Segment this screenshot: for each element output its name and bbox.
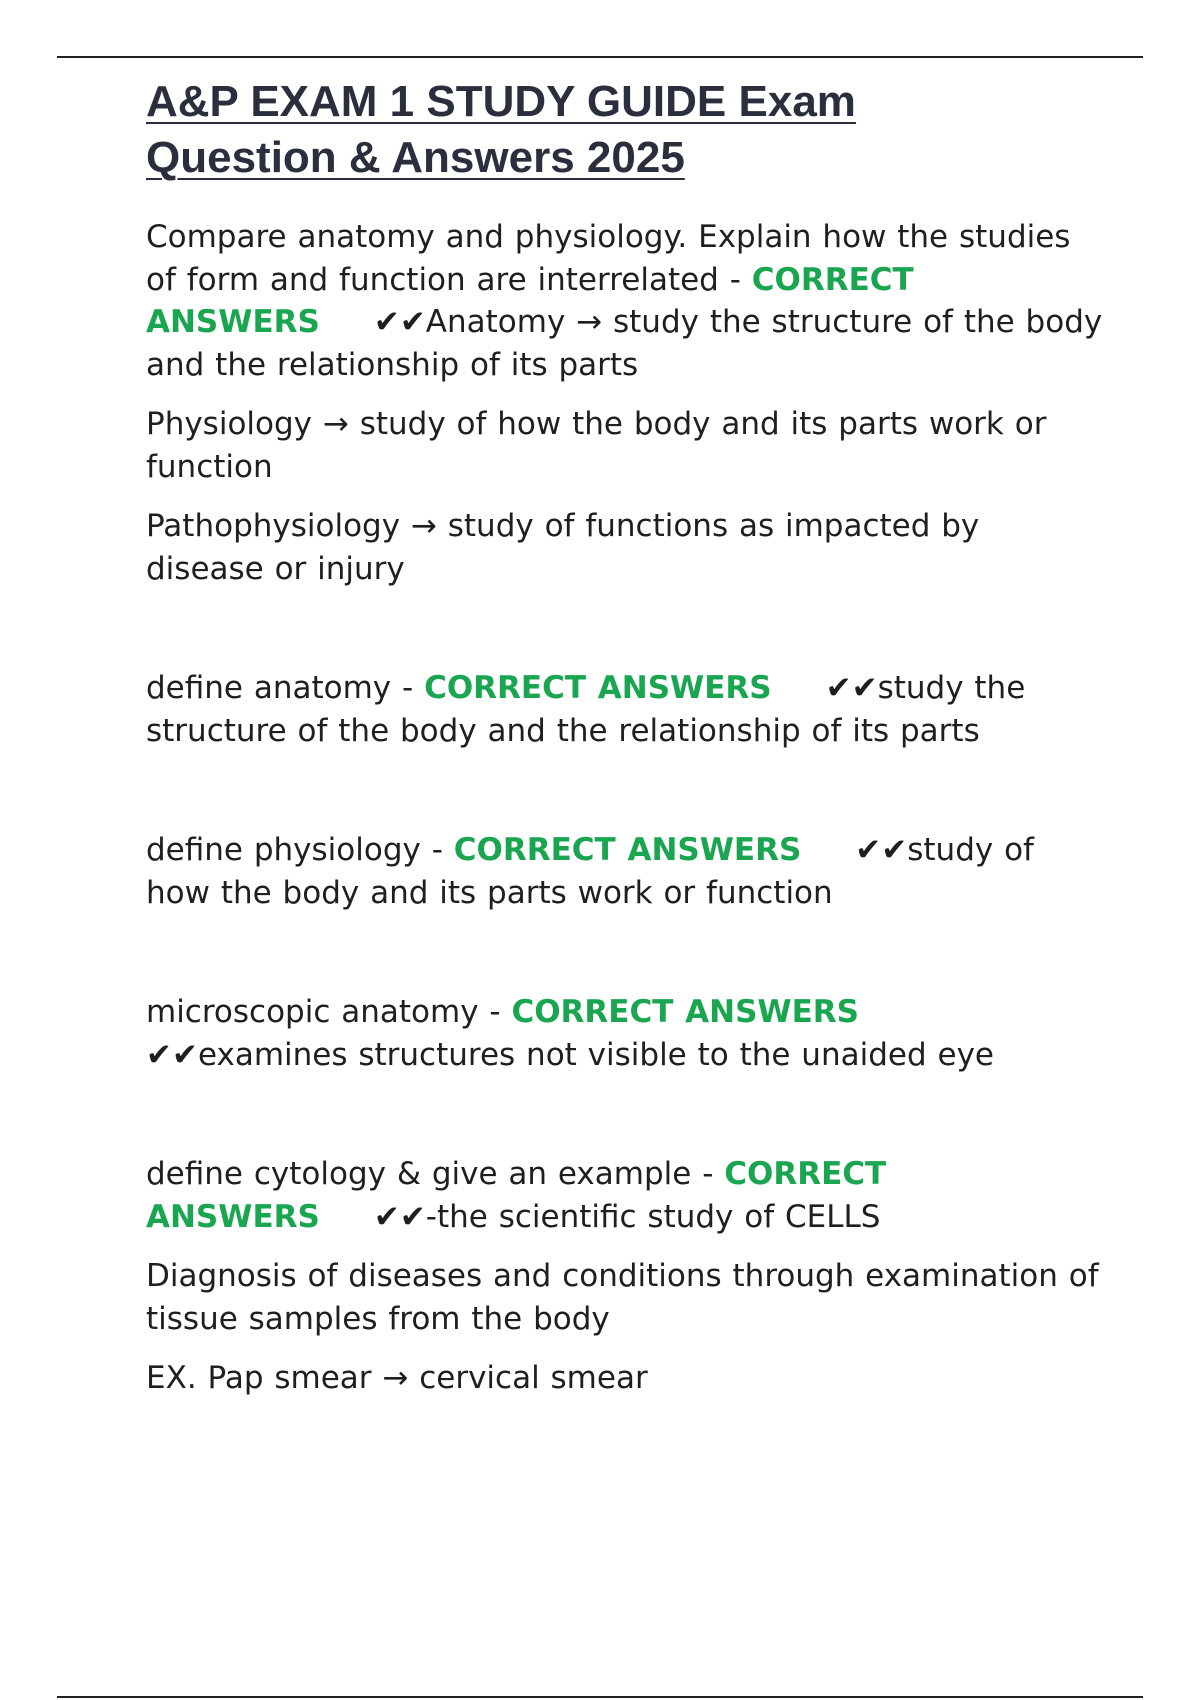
answer-text: examines structures not visible to the unaided eye (197, 1036, 994, 1073)
answer-text: -the scientific study of CELLS (425, 1198, 881, 1235)
correct-answers-label: CORRECT ANSWERS (453, 832, 802, 868)
qa-item (146, 667, 1106, 752)
bottom-rule (57, 1696, 1143, 1698)
answer-text: study of how the body and its parts work or function (146, 832, 1034, 911)
question-text: microscopic anatomy - (146, 994, 512, 1030)
question-text: define cytology & give an example - (146, 1156, 725, 1192)
qa-question (146, 216, 1106, 386)
qa-question (146, 667, 1106, 752)
document-title (146, 74, 1106, 186)
title-line-2: Question & Answers 2025 (146, 133, 685, 182)
correct-answers-label: CORRECT (751, 261, 914, 298)
top-rule (57, 56, 1143, 58)
answer-paragraph: Pathophysiology → study of functions as impacted by disease or injury (146, 508, 980, 587)
correct-answers-label: CORRECT ANSWERS (424, 670, 772, 706)
correct-answers-label: ANSWERS (146, 304, 320, 340)
double-check-icon: ✔✔ (146, 1036, 198, 1073)
qa-question (146, 991, 1106, 1076)
double-check-icon: ✔✔ (855, 832, 908, 868)
double-check-icon: ✔✔ (373, 1198, 426, 1235)
answer-paragraph: EX. Pap smear → cervical smear (146, 1360, 648, 1396)
answer-text: Anatomy → study the structure of the body and the relationship of its parts (146, 304, 1103, 383)
correct-answers-label: CORRECT ANSWERS (511, 994, 859, 1030)
title-line-1: A&P EXAM 1 STUDY GUIDE Exam (146, 77, 856, 126)
question-text: define anatomy - (146, 670, 425, 706)
answer-text: study the structure of the body and the relationship of its parts (146, 670, 1026, 749)
answer-paragraph: Diagnosis of diseases and conditions through examination of tissue samples from the body (146, 1258, 1099, 1337)
qa-question (146, 1153, 1106, 1238)
answer-paragraph: Physiology → study of how the body and its parts work or function (146, 406, 1047, 485)
qa-item (146, 216, 1106, 590)
qa-item (146, 829, 1106, 914)
qa-item (146, 1153, 1106, 1400)
correct-answers-label: CORRECT (724, 1156, 887, 1192)
qa-item (146, 991, 1106, 1076)
question-text: Compare anatomy and physiology. Explain how the studies of form and function are interrelated - (146, 219, 1071, 298)
question-text: define physiology - (146, 832, 454, 868)
double-check-icon: ✔✔ (373, 304, 426, 340)
correct-answers-label: ANSWERS (146, 1198, 320, 1235)
document-body (146, 74, 1106, 1400)
double-check-icon: ✔✔ (825, 670, 878, 706)
qa-question (146, 829, 1106, 914)
